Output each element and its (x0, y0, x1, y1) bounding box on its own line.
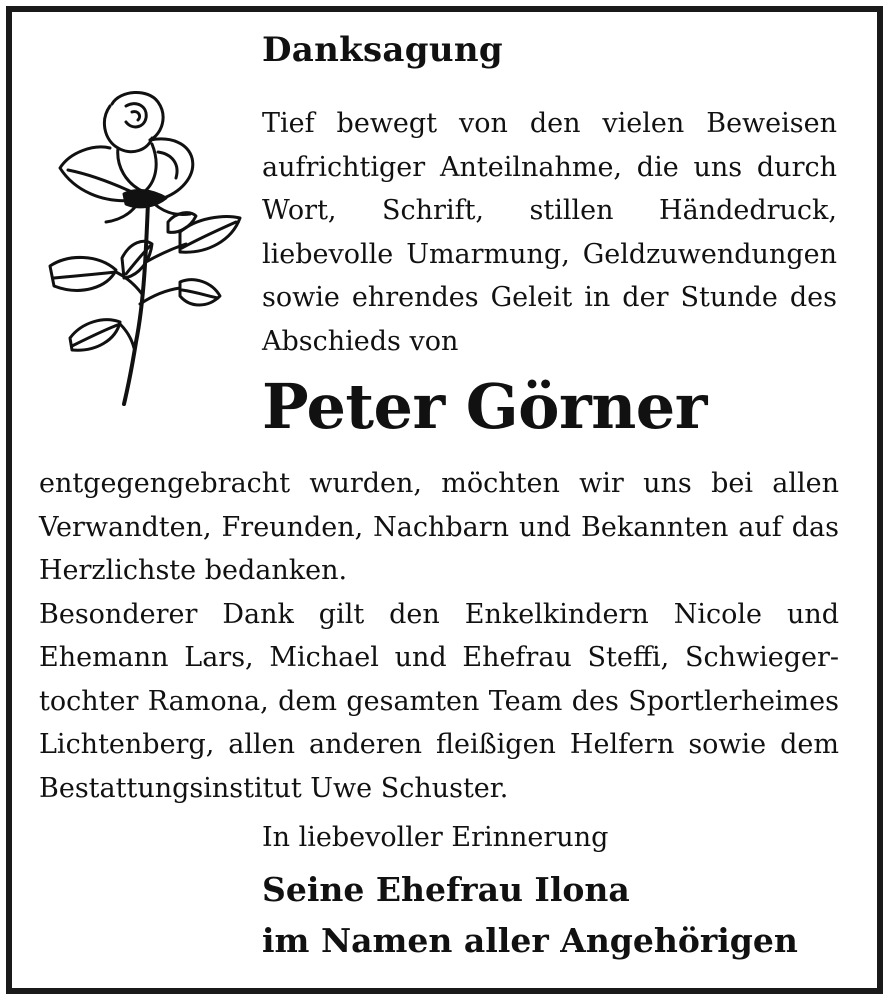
signature-line: Seine Ehefrau Ilona (262, 870, 630, 909)
rose-icon (40, 82, 250, 412)
intro-line: Tief bewegt von den vielen Beweisen (262, 108, 837, 139)
intro-line: aufrichtiger Anteilnahme, die uns durch (262, 151, 837, 183)
notice-heading: Danksagung (262, 30, 503, 70)
body-line: Verwandten, Freunden, Nachbarn und Bekannten auf das (39, 511, 839, 543)
intro-line: liebevolle Umarmung, Geldzuwendungen (262, 238, 837, 270)
closing-phrase: In liebevoller Erinnerung (262, 822, 609, 853)
intro-line: Wort, Schrift, stillen Händedruck, (262, 195, 837, 226)
intro-line: Abschieds von (262, 325, 459, 357)
body-line: entgegengebracht wurden, möchten wir uns bei allen (39, 468, 839, 499)
body-line: Besonderer Dank gilt den Enkelkindern Nicole und (39, 598, 839, 630)
body-line: Ehemann Lars, Michael und Ehefrau Steffi, Schwieger- (39, 642, 839, 673)
body-line: tochter Ramona, dem gesamten Team des Sportlerheimes (39, 685, 839, 717)
body-line: Herzlichste bedanken. (39, 555, 348, 586)
signature-line: im Namen aller Angehörigen (262, 921, 798, 960)
intro-line: sowie ehrendes Geleit in der Stunde des (262, 282, 837, 313)
body-line: Lichtenberg, allen anderen fleißigen Helfern sowie dem (39, 729, 839, 760)
deceased-name: Peter Görner (262, 370, 707, 443)
thanks-paragraph (39, 462, 839, 810)
intro-paragraph (262, 102, 837, 363)
body-line: Bestattungsinstitut Uwe Schuster. (39, 772, 509, 804)
